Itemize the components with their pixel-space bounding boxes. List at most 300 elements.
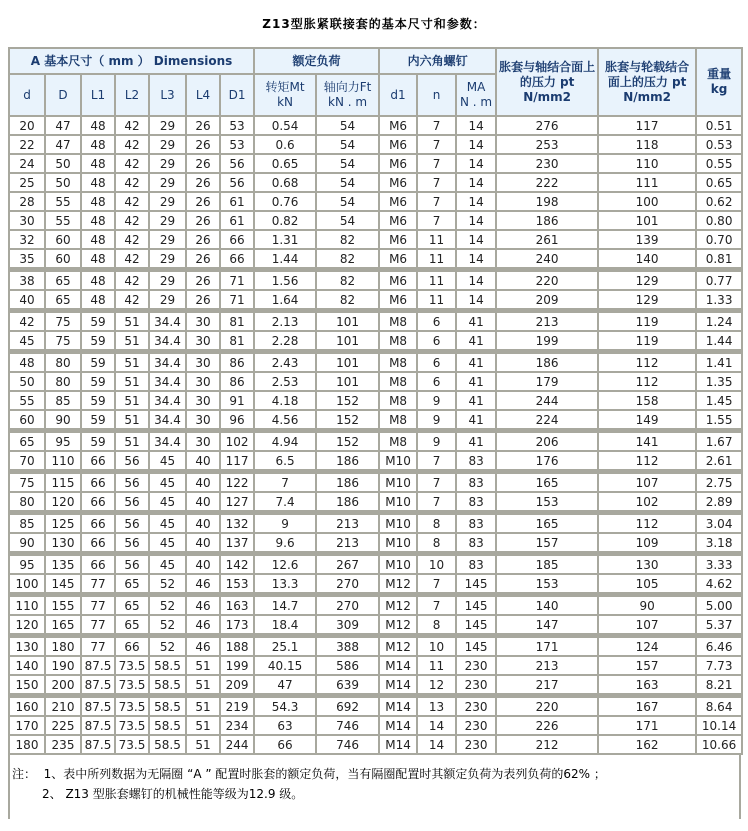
cell: 29	[150, 155, 185, 172]
cell: M6	[380, 136, 416, 153]
cell: 51	[187, 698, 219, 715]
cell: 129	[599, 272, 695, 289]
cell: 101	[599, 212, 695, 229]
cell: 199	[497, 332, 597, 349]
notes	[8, 755, 741, 819]
table-row	[10, 534, 741, 551]
cell: 107	[599, 616, 695, 633]
cell: 0.55	[697, 155, 741, 172]
cell: 56	[116, 452, 148, 469]
note-text-2: 2、 Z13 型胀套螺钉的机械性能等级为12.9 级。	[42, 787, 304, 802]
cell: 83	[457, 452, 495, 469]
cell: 51	[116, 433, 148, 450]
cell: 53	[221, 136, 253, 153]
header-line: 的压力 pt	[519, 74, 575, 89]
cell: 73.5	[116, 676, 148, 693]
cell: 56	[116, 474, 148, 491]
cell: 71	[221, 272, 253, 289]
cell: 112	[599, 354, 695, 371]
cell: 220	[497, 698, 597, 715]
cell: 48	[82, 291, 114, 308]
cell: 176	[497, 452, 597, 469]
cell: 48	[82, 212, 114, 229]
cell: 8.21	[697, 676, 741, 693]
cell: 26	[187, 250, 219, 267]
cell: 20	[10, 117, 44, 134]
table-row	[10, 736, 741, 753]
cell: M14	[380, 736, 416, 753]
cell: 14	[457, 250, 495, 267]
cell: 7	[418, 174, 455, 191]
column-header-10	[418, 75, 455, 115]
cell: 54	[317, 117, 378, 134]
group-separator-cell	[10, 635, 741, 636]
cell: 34.4	[150, 373, 185, 390]
cell: 0.62	[697, 193, 741, 210]
cell: M8	[380, 373, 416, 390]
cell: 186	[317, 452, 378, 469]
cell: 9	[418, 433, 455, 450]
cell: 29	[150, 174, 185, 191]
cell: 230	[457, 717, 495, 734]
cell: 7	[255, 474, 315, 491]
cell: 140	[497, 597, 597, 614]
cell: 1.33	[697, 291, 741, 308]
cell: 34.4	[150, 354, 185, 371]
cell: 50	[46, 174, 80, 191]
cell: 14	[457, 136, 495, 153]
cell: 180	[10, 736, 44, 753]
cell: 6	[418, 332, 455, 349]
cell: 142	[221, 556, 253, 573]
cell: 26	[187, 193, 219, 210]
cell: 14	[457, 155, 495, 172]
group-separator	[10, 471, 741, 472]
cell: M10	[380, 493, 416, 510]
cell: 240	[497, 250, 597, 267]
cell: 65	[116, 616, 148, 633]
cell: 230	[497, 155, 597, 172]
cell: 132	[221, 515, 253, 532]
cell: 48	[82, 155, 114, 172]
cell: 186	[497, 212, 597, 229]
cell: 586	[317, 657, 378, 674]
cell: 24	[10, 155, 44, 172]
cell: M6	[380, 117, 416, 134]
cell: 153	[221, 575, 253, 592]
cell: 124	[599, 638, 695, 655]
group-separator-cell	[10, 695, 741, 696]
cell: 225	[46, 717, 80, 734]
column-header-9	[380, 75, 416, 115]
table-row	[10, 657, 741, 674]
cell: 112	[599, 373, 695, 390]
cell: 73.5	[116, 717, 148, 734]
cell: 7	[418, 452, 455, 469]
cell: 3.04	[697, 515, 741, 532]
cell: M6	[380, 174, 416, 191]
cell: 7	[418, 136, 455, 153]
cell: 46	[187, 597, 219, 614]
cell: 4.56	[255, 411, 315, 428]
table-row	[10, 515, 741, 532]
cell: 77	[82, 575, 114, 592]
cell: 127	[221, 493, 253, 510]
group-separator-cell	[10, 269, 741, 270]
cell: 14.7	[255, 597, 315, 614]
group-separator-cell	[10, 553, 741, 554]
cell: 56	[221, 174, 253, 191]
header-line: 面上的压力 pt	[607, 74, 687, 89]
table-header	[10, 49, 741, 115]
cell: 210	[46, 698, 80, 715]
cell: 213	[497, 313, 597, 330]
cell: 112	[599, 452, 695, 469]
cell: 109	[599, 534, 695, 551]
cell: 105	[599, 575, 695, 592]
cell: 34.4	[150, 433, 185, 450]
cell: 38	[10, 272, 44, 289]
cell: 65	[10, 433, 44, 450]
cell: 14	[418, 736, 455, 753]
cell: 152	[317, 433, 378, 450]
group-header-0: A 基本尺寸（ mm ） Dimensions	[10, 49, 253, 73]
cell: 45	[150, 556, 185, 573]
column-header-11	[457, 75, 495, 115]
group-separator	[10, 351, 741, 352]
cell: 66	[82, 534, 114, 551]
cell: 26	[187, 212, 219, 229]
cell: 2.61	[697, 452, 741, 469]
row-group-2	[10, 313, 741, 352]
cell: 47	[46, 136, 80, 153]
cell: M6	[380, 212, 416, 229]
cell: 209	[497, 291, 597, 308]
cell: 230	[457, 657, 495, 674]
table-row	[10, 373, 741, 390]
cell: 219	[221, 698, 253, 715]
cell: 50	[46, 155, 80, 172]
cell: 12.6	[255, 556, 315, 573]
cell: 145	[457, 575, 495, 592]
cell: 165	[46, 616, 80, 633]
cell: 14	[457, 231, 495, 248]
spec-table-container	[8, 47, 741, 819]
cell: 42	[116, 117, 148, 134]
cell: 29	[150, 193, 185, 210]
cell: 83	[457, 515, 495, 532]
cell: 25.1	[255, 638, 315, 655]
cell: 41	[457, 332, 495, 349]
cell: 1.44	[255, 250, 315, 267]
cell: 86	[221, 354, 253, 371]
cell: 101	[317, 313, 378, 330]
cell: 83	[457, 556, 495, 573]
cell: 51	[187, 676, 219, 693]
cell: 83	[457, 534, 495, 551]
cell: M6	[380, 231, 416, 248]
cell: 7	[418, 193, 455, 210]
cell: 1.45	[697, 392, 741, 409]
cell: 11	[418, 291, 455, 308]
cell: 56	[116, 556, 148, 573]
cell: 42	[116, 174, 148, 191]
header-line: L4	[195, 87, 211, 102]
cell: 46	[187, 638, 219, 655]
cell: 87.5	[82, 717, 114, 734]
cell: 52	[150, 575, 185, 592]
cell: 10	[418, 556, 455, 573]
cell: 244	[221, 736, 253, 753]
cell: M14	[380, 676, 416, 693]
cell: 41	[457, 313, 495, 330]
cell: 66	[221, 250, 253, 267]
cell: 29	[150, 250, 185, 267]
cell: 2.75	[697, 474, 741, 491]
header-line: 转矩Mt	[265, 80, 305, 94]
cell: M8	[380, 392, 416, 409]
cell: 115	[46, 474, 80, 491]
cell: 107	[599, 474, 695, 491]
cell: 54	[317, 193, 378, 210]
group-separator	[10, 310, 741, 311]
cell: 2.28	[255, 332, 315, 349]
cell: 130	[10, 638, 44, 655]
cell: 30	[187, 313, 219, 330]
note-line-2	[12, 784, 735, 804]
column-header-2	[82, 75, 114, 115]
cell: 140	[599, 250, 695, 267]
cell: 51	[116, 373, 148, 390]
cell: 59	[82, 433, 114, 450]
cell: 66	[221, 231, 253, 248]
cell: 155	[46, 597, 80, 614]
table-row	[10, 174, 741, 191]
table-row	[10, 698, 741, 715]
cell: M14	[380, 698, 416, 715]
group-separator-cell	[10, 430, 741, 431]
cell: 34.4	[150, 313, 185, 330]
cell: 87.5	[82, 736, 114, 753]
group-header-2: 内六角螺钉	[380, 49, 495, 73]
cell: 66	[82, 515, 114, 532]
cell: 42	[116, 155, 148, 172]
cell: 55	[46, 212, 80, 229]
header-line: 轴向力Ft	[323, 80, 372, 94]
row-group-9	[10, 638, 741, 696]
cell: 90	[10, 534, 44, 551]
cell: 48	[82, 250, 114, 267]
cell: 41	[457, 354, 495, 371]
cell: 58.5	[150, 736, 185, 753]
cell: 30	[10, 212, 44, 229]
cell: 54.3	[255, 698, 315, 715]
group-separator-cell	[10, 594, 741, 595]
cell: 26	[187, 272, 219, 289]
cell: 52	[150, 597, 185, 614]
cell: 41	[457, 411, 495, 428]
row-group-10	[10, 698, 741, 753]
rowspan-header-2	[697, 49, 741, 115]
cell: 56	[116, 493, 148, 510]
cell: 87.5	[82, 657, 114, 674]
header-line: kg	[710, 82, 728, 96]
cell: 50	[10, 373, 44, 390]
cell: 11	[418, 231, 455, 248]
table-row	[10, 616, 741, 633]
table-row	[10, 676, 741, 693]
cell: 51	[187, 657, 219, 674]
cell: M6	[380, 250, 416, 267]
cell: 66	[116, 638, 148, 655]
cell: 140	[10, 657, 44, 674]
cell: 147	[497, 616, 597, 633]
cell: 179	[497, 373, 597, 390]
cell: 63	[255, 717, 315, 734]
cell: 56	[116, 515, 148, 532]
cell: 8	[418, 534, 455, 551]
cell: 80	[46, 373, 80, 390]
cell: 171	[599, 717, 695, 734]
cell: 145	[46, 575, 80, 592]
cell: 170	[10, 717, 44, 734]
cell: 111	[599, 174, 695, 191]
table-row	[10, 493, 741, 510]
cell: 186	[497, 354, 597, 371]
cell: 226	[497, 717, 597, 734]
cell: 60	[46, 250, 80, 267]
cell: 145	[457, 616, 495, 633]
table-row	[10, 332, 741, 349]
cell: 47	[46, 117, 80, 134]
cell: 61	[221, 212, 253, 229]
cell: 122	[221, 474, 253, 491]
cell: 157	[497, 534, 597, 551]
cell: 85	[46, 392, 80, 409]
row-group-8	[10, 597, 741, 636]
cell: 153	[497, 493, 597, 510]
row-group-0	[10, 117, 741, 270]
cell: 81	[221, 313, 253, 330]
cell: 14	[457, 272, 495, 289]
table-row	[10, 556, 741, 573]
table-row	[10, 231, 741, 248]
cell: 6.46	[697, 638, 741, 655]
cell: 51	[116, 354, 148, 371]
cell: 139	[599, 231, 695, 248]
cell: 163	[599, 676, 695, 693]
cell: 13	[418, 698, 455, 715]
cell: 135	[46, 556, 80, 573]
cell: 77	[82, 638, 114, 655]
cell: 54	[317, 212, 378, 229]
cell: 3.33	[697, 556, 741, 573]
cell: 110	[599, 155, 695, 172]
cell: 18.4	[255, 616, 315, 633]
cell: 61	[221, 193, 253, 210]
cell: 65	[46, 272, 80, 289]
cell: 152	[317, 392, 378, 409]
cell: 0.65	[697, 174, 741, 191]
cell: 26	[187, 136, 219, 153]
cell: 48	[82, 136, 114, 153]
group-separator	[10, 553, 741, 554]
cell: 118	[599, 136, 695, 153]
table-row	[10, 291, 741, 308]
table-row	[10, 597, 741, 614]
cell: 73.5	[116, 736, 148, 753]
cell: 34.4	[150, 392, 185, 409]
cell: 220	[497, 272, 597, 289]
cell: 7.4	[255, 493, 315, 510]
cell: 235	[46, 736, 80, 753]
cell: 30	[187, 354, 219, 371]
cell: 206	[497, 433, 597, 450]
cell: 56	[116, 534, 148, 551]
cell: 82	[317, 291, 378, 308]
spec-table	[8, 47, 743, 755]
cell: 48	[82, 231, 114, 248]
cell: 59	[82, 411, 114, 428]
cell: M10	[380, 534, 416, 551]
cell: 42	[116, 193, 148, 210]
cell: 42	[116, 291, 148, 308]
cell: 639	[317, 676, 378, 693]
cell: 48	[82, 117, 114, 134]
cell: 0.65	[255, 155, 315, 172]
table-row	[10, 193, 741, 210]
cell: 73.5	[116, 698, 148, 715]
cell: 26	[187, 117, 219, 134]
cell: 224	[497, 411, 597, 428]
cell: M6	[380, 272, 416, 289]
cell: 186	[317, 474, 378, 491]
cell: M10	[380, 515, 416, 532]
cell: 6	[418, 313, 455, 330]
cell: 213	[497, 657, 597, 674]
cell: 1.31	[255, 231, 315, 248]
cell: 167	[599, 698, 695, 715]
cell: 47	[255, 676, 315, 693]
cell: 40	[10, 291, 44, 308]
cell: 30	[187, 392, 219, 409]
cell: M14	[380, 717, 416, 734]
cell: 0.77	[697, 272, 741, 289]
cell: 119	[599, 313, 695, 330]
table-row	[10, 136, 741, 153]
header-line: kN . m	[328, 95, 368, 109]
group-separator	[10, 430, 741, 431]
cell: 32	[10, 231, 44, 248]
cell: 163	[221, 597, 253, 614]
cell: 58.5	[150, 657, 185, 674]
cell: 102	[599, 493, 695, 510]
group-separator-cell	[10, 351, 741, 352]
cell: M12	[380, 597, 416, 614]
cell: 96	[221, 411, 253, 428]
cell: 42	[116, 250, 148, 267]
cell: 14	[457, 117, 495, 134]
cell: 14	[457, 174, 495, 191]
cell: 85	[10, 515, 44, 532]
cell: 48	[82, 174, 114, 191]
cell: 90	[599, 597, 695, 614]
cell: 87.5	[82, 676, 114, 693]
header-line: d	[23, 87, 31, 102]
cell: 28	[10, 193, 44, 210]
cell: 4.62	[697, 575, 741, 592]
cell: M8	[380, 411, 416, 428]
